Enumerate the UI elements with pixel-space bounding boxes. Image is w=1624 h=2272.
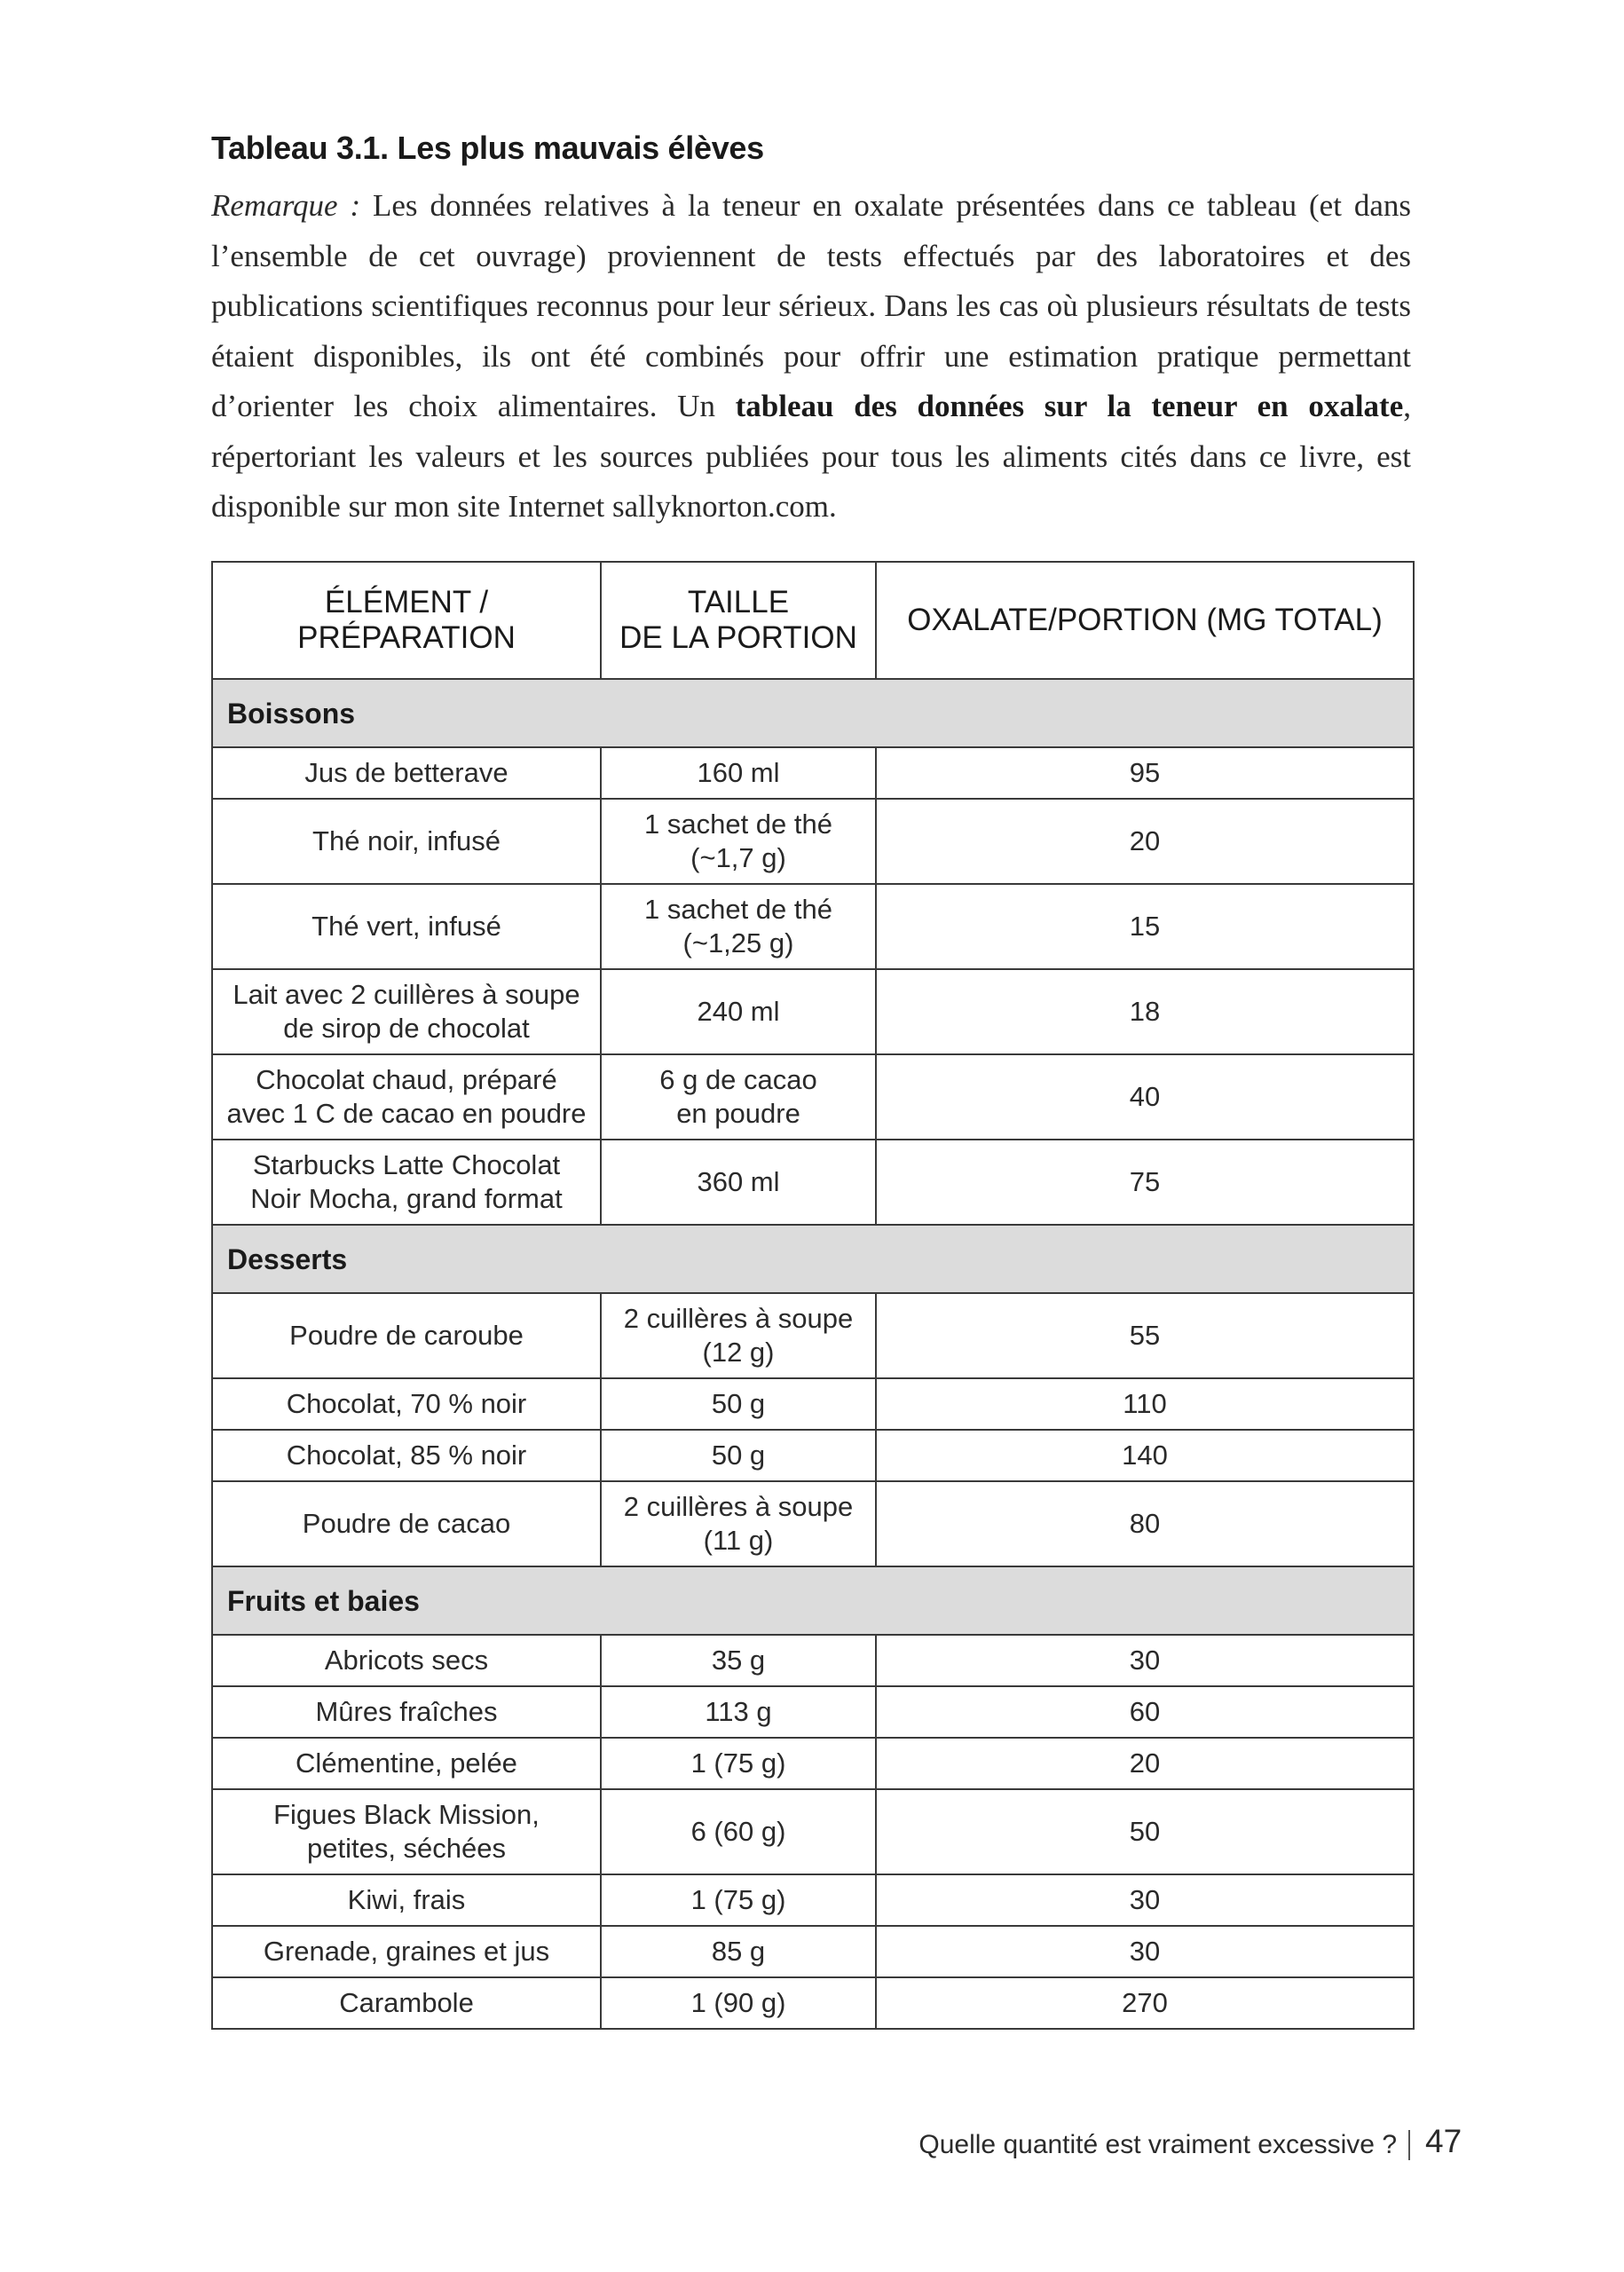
oxalate-cell: 20 xyxy=(876,799,1414,884)
table-row xyxy=(212,1481,1414,1566)
portion-size-cell xyxy=(601,1926,876,1977)
item-cell xyxy=(212,884,601,969)
item-line: Chocolat chaud, préparé xyxy=(256,1064,557,1095)
table-row xyxy=(212,1054,1414,1140)
portion-size-line: 85 g xyxy=(711,1936,766,1967)
portion-size-line: 1 (75 g) xyxy=(690,1747,786,1779)
oxalate-cell: 30 xyxy=(876,1635,1414,1686)
portion-size-line: 50 g xyxy=(711,1440,766,1471)
item-cell xyxy=(212,1430,601,1481)
item-line: Abricots secs xyxy=(324,1645,489,1676)
item-cell xyxy=(212,1686,601,1738)
portion-size-line: 6 (60 g) xyxy=(690,1816,786,1847)
category-row xyxy=(212,679,1414,747)
portion-size-cell xyxy=(601,1635,876,1686)
portion-size-line: 6 g de cacao xyxy=(659,1064,817,1095)
portion-size-line: (~1,25 g) xyxy=(682,927,794,958)
table-row xyxy=(212,1378,1414,1430)
item-cell xyxy=(212,1293,601,1378)
category-label: Fruits et baies xyxy=(212,1566,1414,1635)
oxalate-cell: 15 xyxy=(876,884,1414,969)
portion-size-line: (12 g) xyxy=(702,1337,775,1368)
item-cell xyxy=(212,1481,601,1566)
table-row xyxy=(212,1926,1414,1977)
portion-size-line: 1 (75 g) xyxy=(690,1884,786,1915)
remark-bold-link: tableau des données sur la teneur en oxalate xyxy=(735,389,1404,423)
item-cell xyxy=(212,1635,601,1686)
item-cell xyxy=(212,1738,601,1789)
table-row xyxy=(212,1430,1414,1481)
item-line: de sirop de chocolat xyxy=(283,1013,530,1044)
category-row xyxy=(212,1225,1414,1293)
oxalate-cell: 55 xyxy=(876,1293,1414,1378)
portion-size-line: (~1,7 g) xyxy=(690,842,786,873)
portion-size-cell xyxy=(601,884,876,969)
oxalate-cell: 30 xyxy=(876,1926,1414,1977)
portion-size-line: 35 g xyxy=(711,1645,766,1676)
remark-paragraph xyxy=(211,181,1411,532)
item-cell xyxy=(212,1926,601,1977)
item-line: petites, séchées xyxy=(306,1833,507,1864)
item-line: Thé noir, infusé xyxy=(312,825,501,856)
item-line: Thé vert, infusé xyxy=(311,911,501,942)
footer-divider xyxy=(1408,2130,1410,2160)
item-line: Clémentine, pelée xyxy=(296,1747,517,1779)
oxalate-cell: 110 xyxy=(876,1378,1414,1430)
item-cell xyxy=(212,799,601,884)
item-cell xyxy=(212,1789,601,1874)
portion-size-cell xyxy=(601,1789,876,1874)
portion-size-cell xyxy=(601,1686,876,1738)
table-row xyxy=(212,1874,1414,1926)
portion-size-cell xyxy=(601,747,876,799)
item-cell xyxy=(212,1140,601,1225)
item-line: Chocolat, 70 % noir xyxy=(286,1388,527,1419)
portion-size-line: 2 cuillères à soupe xyxy=(623,1491,854,1522)
oxalate-cell: 50 xyxy=(876,1789,1414,1874)
portion-size-cell xyxy=(601,969,876,1054)
item-line: Noir Mocha, grand format xyxy=(250,1183,563,1214)
oxalate-cell: 40 xyxy=(876,1054,1414,1140)
category-label: Boissons xyxy=(212,679,1414,747)
portion-size-cell xyxy=(601,1430,876,1481)
item-cell xyxy=(212,969,601,1054)
portion-size-cell xyxy=(601,1977,876,2029)
remark-text-2: , répertoriant les valeurs et les sources publiées pour tous les aliments cités dans ce livre, est disponible sur mon site Internet sallyknorton.com. xyxy=(211,389,1411,524)
portion-size-cell xyxy=(601,1140,876,1225)
page-footer xyxy=(0,2123,1624,2167)
table-row xyxy=(212,747,1414,799)
table-row xyxy=(212,1293,1414,1378)
oxalate-cell: 140 xyxy=(876,1430,1414,1481)
item-line: Figues Black Mission, xyxy=(273,1799,540,1830)
portion-size-cell xyxy=(601,799,876,884)
item-line: Chocolat, 85 % noir xyxy=(286,1440,527,1471)
item-cell xyxy=(212,1378,601,1430)
table-row xyxy=(212,1686,1414,1738)
portion-size-line: 360 ml xyxy=(697,1166,780,1197)
oxalate-cell: 60 xyxy=(876,1686,1414,1738)
table-row xyxy=(212,1738,1414,1789)
table-row xyxy=(212,1789,1414,1874)
item-line: Lait avec 2 cuillères à soupe xyxy=(233,979,580,1010)
item-cell xyxy=(212,1977,601,2029)
portion-size-cell xyxy=(601,1378,876,1430)
item-line: Kiwi, frais xyxy=(347,1884,466,1915)
oxalate-cell: 20 xyxy=(876,1738,1414,1789)
oxalate-cell: 18 xyxy=(876,969,1414,1054)
portion-size-cell xyxy=(601,1738,876,1789)
portion-size-cell xyxy=(601,1874,876,1926)
portion-size-line: 1 (90 g) xyxy=(690,1987,786,2018)
portion-size-line: en poudre xyxy=(676,1098,800,1129)
header-item: ÉLÉMENT / PRÉPARATION xyxy=(212,562,601,679)
header-oxalate: OXALATE/PORTION (MG TOTAL) xyxy=(876,562,1414,679)
portion-size-line: 113 g xyxy=(705,1696,772,1727)
portion-size-line: 240 ml xyxy=(697,996,780,1027)
portion-size-line: 50 g xyxy=(711,1388,766,1419)
table-title: Tableau 3.1. Les plus mauvais élèves xyxy=(211,130,764,166)
table-row xyxy=(212,1635,1414,1686)
oxalate-table xyxy=(211,561,1415,2030)
item-line: Jus de betterave xyxy=(304,757,508,788)
item-line: Poudre de caroube xyxy=(289,1320,524,1351)
table-row xyxy=(212,1140,1414,1225)
portion-size-line: 1 sachet de thé xyxy=(644,894,832,925)
item-line: Mûres fraîches xyxy=(315,1696,498,1727)
item-line: Starbucks Latte Chocolat xyxy=(252,1149,561,1180)
category-row xyxy=(212,1566,1414,1635)
oxalate-cell: 75 xyxy=(876,1140,1414,1225)
portion-size-line: 160 ml xyxy=(697,757,780,788)
portion-size-line: (11 g) xyxy=(703,1525,774,1556)
item-line: Grenade, graines et jus xyxy=(263,1936,550,1967)
header-portion-size: TAILLE DE LA PORTION xyxy=(601,562,876,679)
portion-size-cell xyxy=(601,1054,876,1140)
oxalate-cell: 80 xyxy=(876,1481,1414,1566)
portion-size-cell xyxy=(601,1293,876,1378)
category-label: Desserts xyxy=(212,1225,1414,1293)
portion-size-line: 2 cuillères à soupe xyxy=(623,1303,854,1334)
item-cell xyxy=(212,1054,601,1140)
table-header-row xyxy=(212,562,1414,679)
remark-text-1: Les données relatives à la teneur en oxalate présentées dans ce tableau (et dans l’ensemble de cet ouvrage) proviennent de tests effectués par des laboratoires et des publications scientifiques reconnus pour leur sérieux. Dans les cas où plusieurs résultats de tests étaient disponibles, ils ont été combinés pour offrir une estimation pratique permettant d’orienter les choix alimentaires. Un xyxy=(211,188,1411,423)
remark-label: Remarque : xyxy=(211,188,361,223)
table-row xyxy=(212,1977,1414,2029)
table-row xyxy=(212,799,1414,884)
portion-size-cell xyxy=(601,1481,876,1566)
running-title: Quelle quantité est vraiment excessive ? xyxy=(918,2130,1397,2159)
page-number: 47 xyxy=(1425,2123,1462,2159)
portion-size-line: 1 sachet de thé xyxy=(644,809,832,840)
oxalate-cell: 30 xyxy=(876,1874,1414,1926)
oxalate-cell: 95 xyxy=(876,747,1414,799)
table-row xyxy=(212,969,1414,1054)
item-cell xyxy=(212,1874,601,1926)
item-line: Poudre de cacao xyxy=(302,1508,511,1539)
item-line: avec 1 C de cacao en poudre xyxy=(226,1098,587,1129)
item-cell xyxy=(212,747,601,799)
item-line: Carambole xyxy=(339,1987,474,2018)
table-row xyxy=(212,884,1414,969)
oxalate-cell: 270 xyxy=(876,1977,1414,2029)
table-body xyxy=(212,679,1414,2029)
